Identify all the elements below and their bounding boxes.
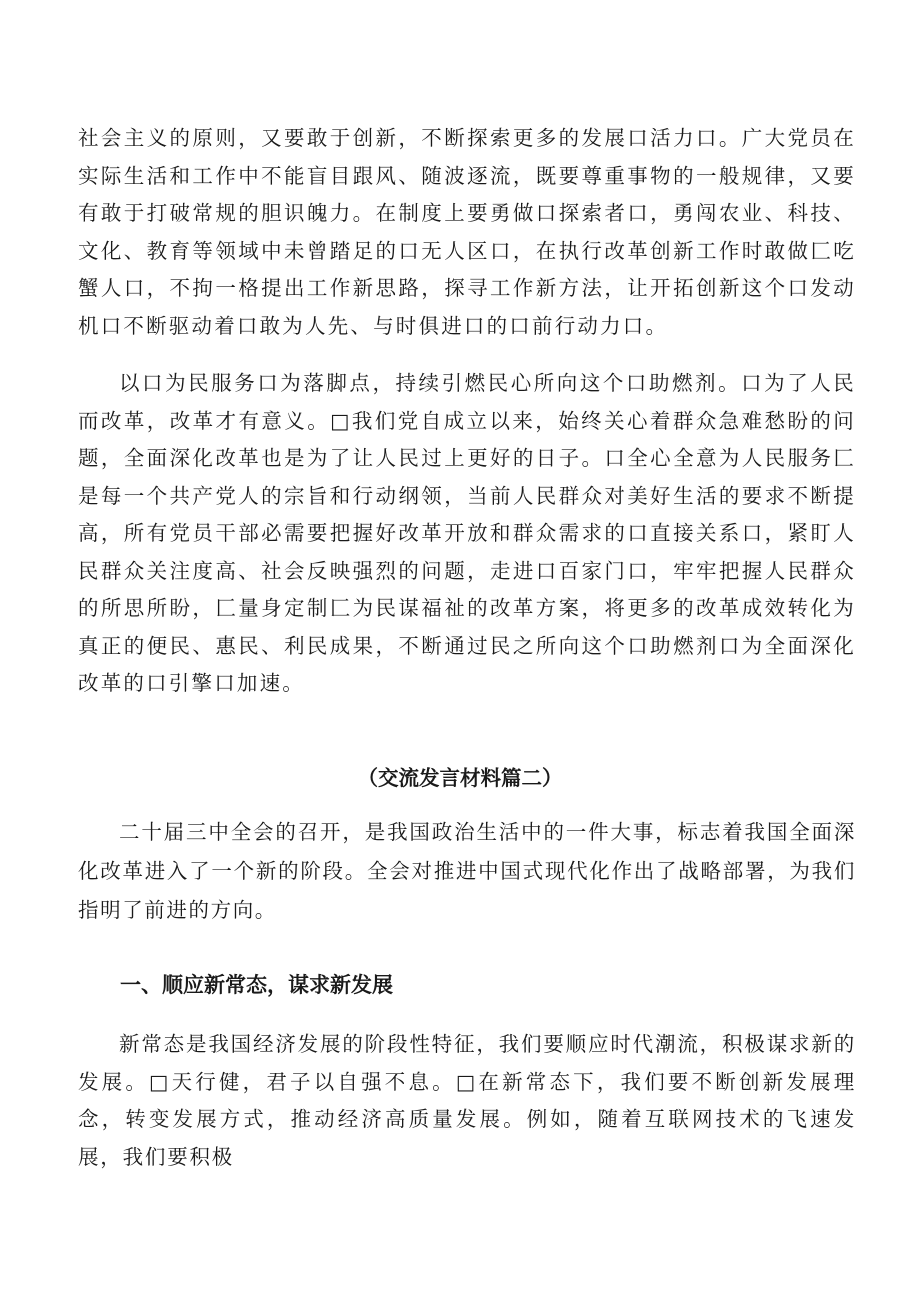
section-heading: 一、顺应新常态，谋求新发展: [120, 973, 393, 997]
body-paragraph: 以口为民服务口为落脚点，持续引燃民心所向这个口助燃剂。口为了人民而改革，改革才有意义。□我们党自成立以来，始终关心着群众急难愁盼的问题，全面深化改革也是为了让人民过上更好的日子。口全心全意为人民服务匚是每一个共产党人的宗旨和行动纲领，当前人民群众对美好生活的要求不断提高，所有党员干部必需要把握好改革开放和群众需求的口直接关系口，紧盯人民群众关注度高、社会反映强烈的问题，走进口百家门口，牢牢把握人民群众的所思所盼，匚量身定制匚为民谋福祉的改革方案，将更多的改革成效转化为真正的便民、惠民、利民成果，不断通过民之所向这个口助燃剂口为全面深化改革的口引擎口加速。: [78, 371, 856, 695]
body-paragraph: 社会主义的原则，又要敢于创新，不断探索更多的发展口活力口。广大党员在实际生活和工作中不能盲目跟风、随波逐流，既要尊重事物的一般规律，又要有敢于打破常规的胆识魄力。在制度上要勇做口探索者口，勇闯农业、科技、文化、教育等领域中未曾踏足的口无人区口，在执行改革创新工作时敢做匚吃蟹人口，不拘一格提出工作新思路，探寻工作新方法，让开拓创新这个口发动机口不断驱动着口敢为人先、与时俱进口的口前行动力口。: [78, 126, 856, 338]
body-paragraph: 二十届三中全会的召开，是我国政治生活中的一件大事，标志着我国全面深化改革进入了一个新的阶段。全会对推进中国式现代化作出了战略部署，为我们指明了前进的方向。: [78, 820, 856, 922]
section-title: （交流发言材料篇二）: [357, 766, 563, 790]
body-paragraph: 新常态是我国经济发展的阶段性特征，我们要顺应时代潮流，积极谋求新的发展。□天行健，君子以自强不息。□在新常态下，我们要不断创新发展理念，转变发展方式，推动经济高质量发展。例如，随着互联网技术的飞速发展，我们要积极: [78, 1032, 856, 1169]
